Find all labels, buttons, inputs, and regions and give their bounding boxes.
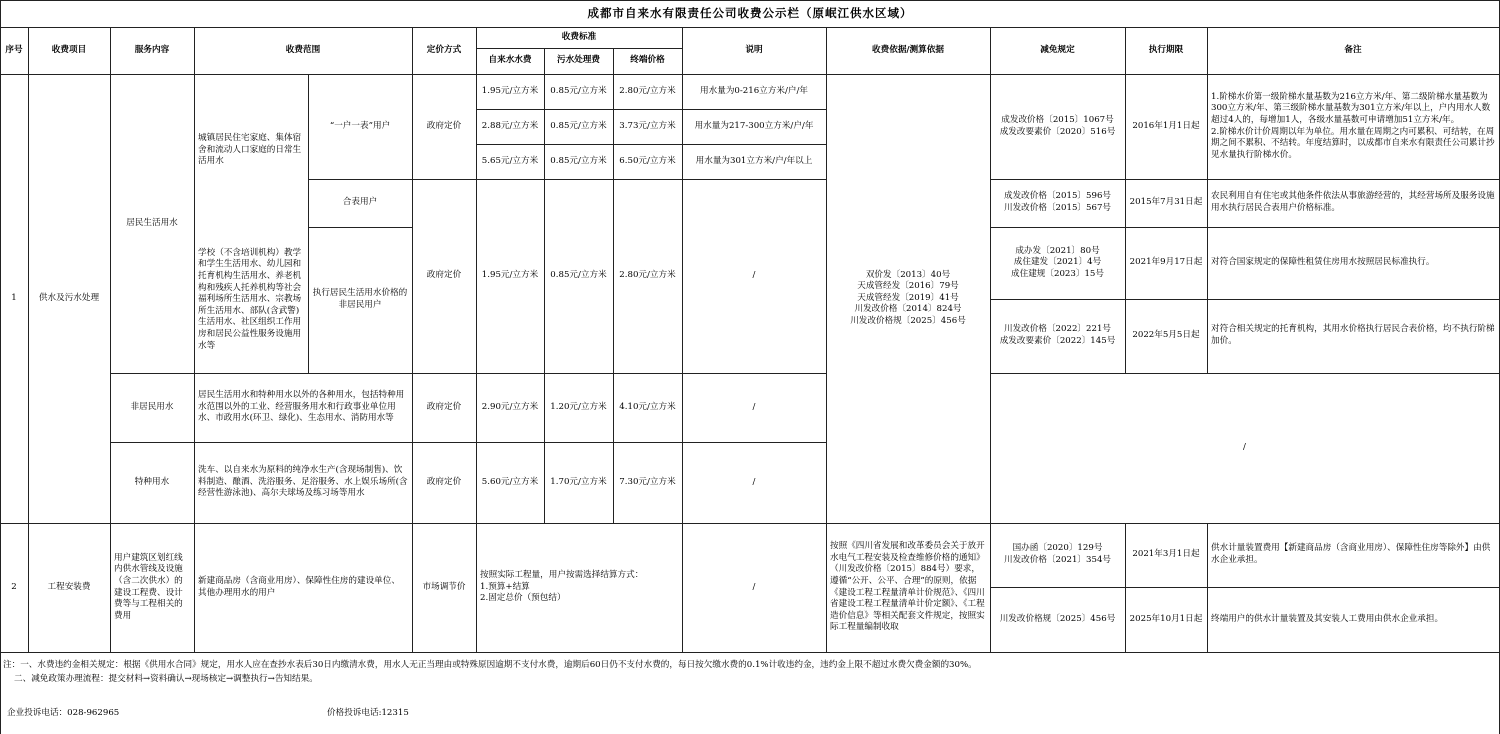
header-explain: 说明 xyxy=(745,44,763,55)
pricing-method: 政府定价 xyxy=(426,270,462,281)
header-seq: 序号 xyxy=(5,44,23,55)
tier3-terminal-price: 6.50元/立方米 xyxy=(619,155,676,166)
reduction-period: 2022年5月5日起 xyxy=(1132,330,1200,341)
reduction-period: 2021年9月17日起 xyxy=(1129,257,1203,268)
tier3-sewage-fee: 0.85元/立方米 xyxy=(550,155,607,166)
reduction-remark: 供水计量装置费用【新建商品房（含商业用房）、保障性住房等除外】由供水企业承担。 xyxy=(1211,543,1491,565)
section2-item: 工程安装费 xyxy=(47,581,91,592)
reduction-period: 2015年7月31日起 xyxy=(1129,197,1203,208)
header-sewage-fee: 污水处理费 xyxy=(557,55,600,66)
pricing-method: 政府定价 xyxy=(426,401,462,412)
reduction-remark: 终端用户的供水计量装置及其安装人工费用由供水企业承担。 xyxy=(1211,613,1444,624)
special-scope: 洗车、以自来水为原料的纯净水生产(含现场制售)、饮料制造、酿酒、洗浴服务、足浴服务、水上娱乐场所(含经营性游泳池)、高尔夫球场及练习场等用水 xyxy=(198,465,408,499)
special-service: 特种用水 xyxy=(134,476,170,487)
tier3-water-fee: 5.65元/立方米 xyxy=(481,155,539,166)
reduction-rule: 成办发〔2021〕80号 成住建发〔2021〕4号 成住建规〔2023〕15号 xyxy=(1011,245,1104,279)
price-complaint-phone: 价格投诉电话:12315 xyxy=(327,708,409,718)
section2-scope: 新建商品房（含商业用房）、保障性住房的建设单位、其他办理用水的用户 xyxy=(198,575,400,598)
special-explain: / xyxy=(752,476,756,487)
shared-meter-user: 合表用户 xyxy=(342,197,378,208)
tier1-sewage-fee: 0.85元/立方米 xyxy=(550,85,607,96)
reduction-rule: 川发改价格〔2022〕221号 成发改要素价〔2022〕145号 xyxy=(999,324,1116,346)
tier1-terminal-price: 2.80元/立方米 xyxy=(619,85,676,96)
reduction-period: 2016年1月1日起 xyxy=(1132,120,1200,131)
reduction-empty: / xyxy=(1243,442,1246,453)
header-water-fee: 自来水水费 xyxy=(488,55,532,66)
tier2-explain: 用水量为217-300立方米/户/年 xyxy=(694,120,814,131)
tier2-water-fee: 2.88元/立方米 xyxy=(481,120,539,131)
header-scope: 收费范围 xyxy=(285,44,321,55)
reduction-rule: 川发改价格规〔2025〕456号 xyxy=(999,613,1116,624)
section2-service: 用户建筑区划红线内供水管线及设施（含二次供水）的建设工程费、设计费等与工程相关的费用 xyxy=(114,552,183,621)
tier2-sewage-fee: 0.85元/立方米 xyxy=(550,120,607,131)
reduction-rule: 成发改价格〔2015〕596号 川发改价格〔2015〕567号 xyxy=(1003,191,1112,213)
reduction-remark: 对符合国家规定的保障性租赁住房用水按照居民标准执行。 xyxy=(1211,257,1435,268)
header-remarks: 备注 xyxy=(1344,44,1362,55)
section2-basis: 按照《四川省发展和改革委员会关于放开水电气工程安装及检查维修价格的通知》（川发改价格〔2015〕884号）要求，遵循“公开、公平、合理”的原则，依据《建设工程工程量清单计价规范》、《四川省建设工程工程量清单计价定额》、《工程造价信息》等相关配套文件规定，按照实际工程量编制收取 xyxy=(830,541,985,633)
header-pricing-method: 定价方式 xyxy=(426,44,462,55)
special-terminal-price: 7.30元/立方米 xyxy=(619,476,676,487)
pricing-method: 政府定价 xyxy=(426,120,462,131)
shared-explain: / xyxy=(752,270,756,281)
header-terminal-price: 终端价格 xyxy=(630,55,665,66)
section2-standard: 按照实际工程量，用户按需选择结算方式： 1.预算+结算 2.固定总价（预包结） xyxy=(480,570,644,604)
shared-sewage-fee: 0.85元/立方米 xyxy=(550,270,607,281)
header-period: 执行期限 xyxy=(1148,44,1184,55)
header-service: 服务内容 xyxy=(134,44,170,55)
non-residential-scope: 居民生活用水和特种用水以外的各种用水，包括特种用水范围以外的工业、经营服务用水和行政事业单位用水、市政用水(环卫、绿化)、生态用水、消防用水等 xyxy=(198,390,405,424)
tier3-explain: 用水量为301立方米/户/年以上 xyxy=(695,155,813,166)
non-residential-sewage-fee: 1.20元/立方米 xyxy=(550,401,607,412)
section1-seq: 1 xyxy=(11,292,17,303)
tier1-water-fee: 1.95元/立方米 xyxy=(481,85,539,96)
header-item: 收费项目 xyxy=(51,44,87,55)
note-late-fee: 注：一、水费违约金相关规定：根据《供用水合同》规定，用水人应在查抄水表后30日内缴清水费，用水人无正当理由或特殊原因逾期不支付水费，逾期后60日仍不支付水费的，每日按欠缴水费的0.1%计收违约金，违约金上限不超过水费欠费金额的30%。 xyxy=(3,660,977,670)
reduction-remark: 1.阶梯水价第一级阶梯水量基数为216立方米/年、第二级阶梯水量基数为300立方米/年、第三级阶梯水量基数为301立方米/年以上，户内用水人数超过4人的，每增加1人，各级水量基数可申请增加51立方米/年。 2.阶梯水价计价周期以年为单位。用水量在周期之内可累积、可结转，在周期之间不累积、不结转。年度结算时，以成都市自来水有限责任公司累计抄见水量执行阶梯水价。 xyxy=(1211,91,1495,160)
header-reduction: 减免规定 xyxy=(1040,44,1075,55)
shared-terminal-price: 2.80元/立方米 xyxy=(619,270,676,281)
reduction-remark: 对符合相关规定的托育机构，其用水价格执行居民合表价格，均不执行阶梯加价。 xyxy=(1211,324,1495,346)
reduction-period: 2025年10月1日起 xyxy=(1129,613,1203,624)
residential-scope-a: 城镇居民住宅家庭、集体宿舍和流动人口家庭的日常生活用水 xyxy=(198,133,302,167)
page-title: 成都市自来水有限责任公司收费公示栏（原岷江供水区域） xyxy=(587,5,913,20)
reduction-remark: 农民利用自有住宅或其他条件依法从事旅游经营的，其经营场所及服务设施用水执行居民合表用户价格标准。 xyxy=(1211,191,1495,213)
special-water-fee: 5.60元/立方米 xyxy=(481,476,539,487)
section2-seq: 2 xyxy=(11,581,17,592)
section1-basis: 双价发〔2013〕40号 天成管经发〔2016〕79号 天成管经发〔2019〕41号 川发改价格〔2014〕824号 川发改价格规〔2025〕456号 xyxy=(850,269,966,326)
note-reduction-process: 二、减免政策办理流程：提交材料→资料确认→现场核定→调整执行→告知结果。 xyxy=(14,674,318,684)
header-standard: 收费标准 xyxy=(561,31,597,42)
reduction-rule: 国办函〔2020〕129号 川发改价格〔2021〕354号 xyxy=(1003,543,1112,565)
section2-method: 市场调节价 xyxy=(422,581,466,592)
residential-scope-b: 学校（不含培训机构）教学和学生生活用水、幼儿园和托育机构生活用水、养老机构和残疾人托养机构等社会福利场所生活用水、宗教场所生活用水、部队(含武警)生活用水、社区组织工作用房和居民公益性服务设施用水等 xyxy=(198,247,302,351)
one-household-meter-user: “一户一表”用户 xyxy=(329,120,391,131)
non-residential-explain: / xyxy=(752,401,756,412)
tier2-terminal-price: 3.73元/立方米 xyxy=(619,120,676,131)
reduction-period: 2021年3月1日起 xyxy=(1132,549,1200,560)
reduction-rule: 成发改价格〔2015〕1067号 成发改要素价〔2020〕516号 xyxy=(999,114,1116,137)
residential-service: 居民生活用水 xyxy=(126,217,178,228)
section2-explain: / xyxy=(752,581,756,592)
tier1-explain: 用水量为0-216立方米/户/年 xyxy=(700,85,808,96)
shared-water-fee: 1.95元/立方米 xyxy=(481,270,539,281)
grid-line xyxy=(0,652,1500,653)
non-residential-service: 非居民用水 xyxy=(130,401,174,412)
special-sewage-fee: 1.70元/立方米 xyxy=(550,476,607,487)
header-basis: 收费依据/测算依据 xyxy=(872,44,944,55)
non-resident-at-resident-price: 执行居民生活用水价格的非居民用户 xyxy=(312,288,408,310)
enterprise-complaint-phone: 企业投诉电话：028-962965 xyxy=(7,708,120,718)
section1-item: 供水及污水处理 xyxy=(38,292,100,303)
non-residential-water-fee: 2.90元/立方米 xyxy=(481,401,539,412)
pricing-method: 政府定价 xyxy=(426,476,462,487)
non-residential-terminal-price: 4.10元/立方米 xyxy=(619,401,676,412)
